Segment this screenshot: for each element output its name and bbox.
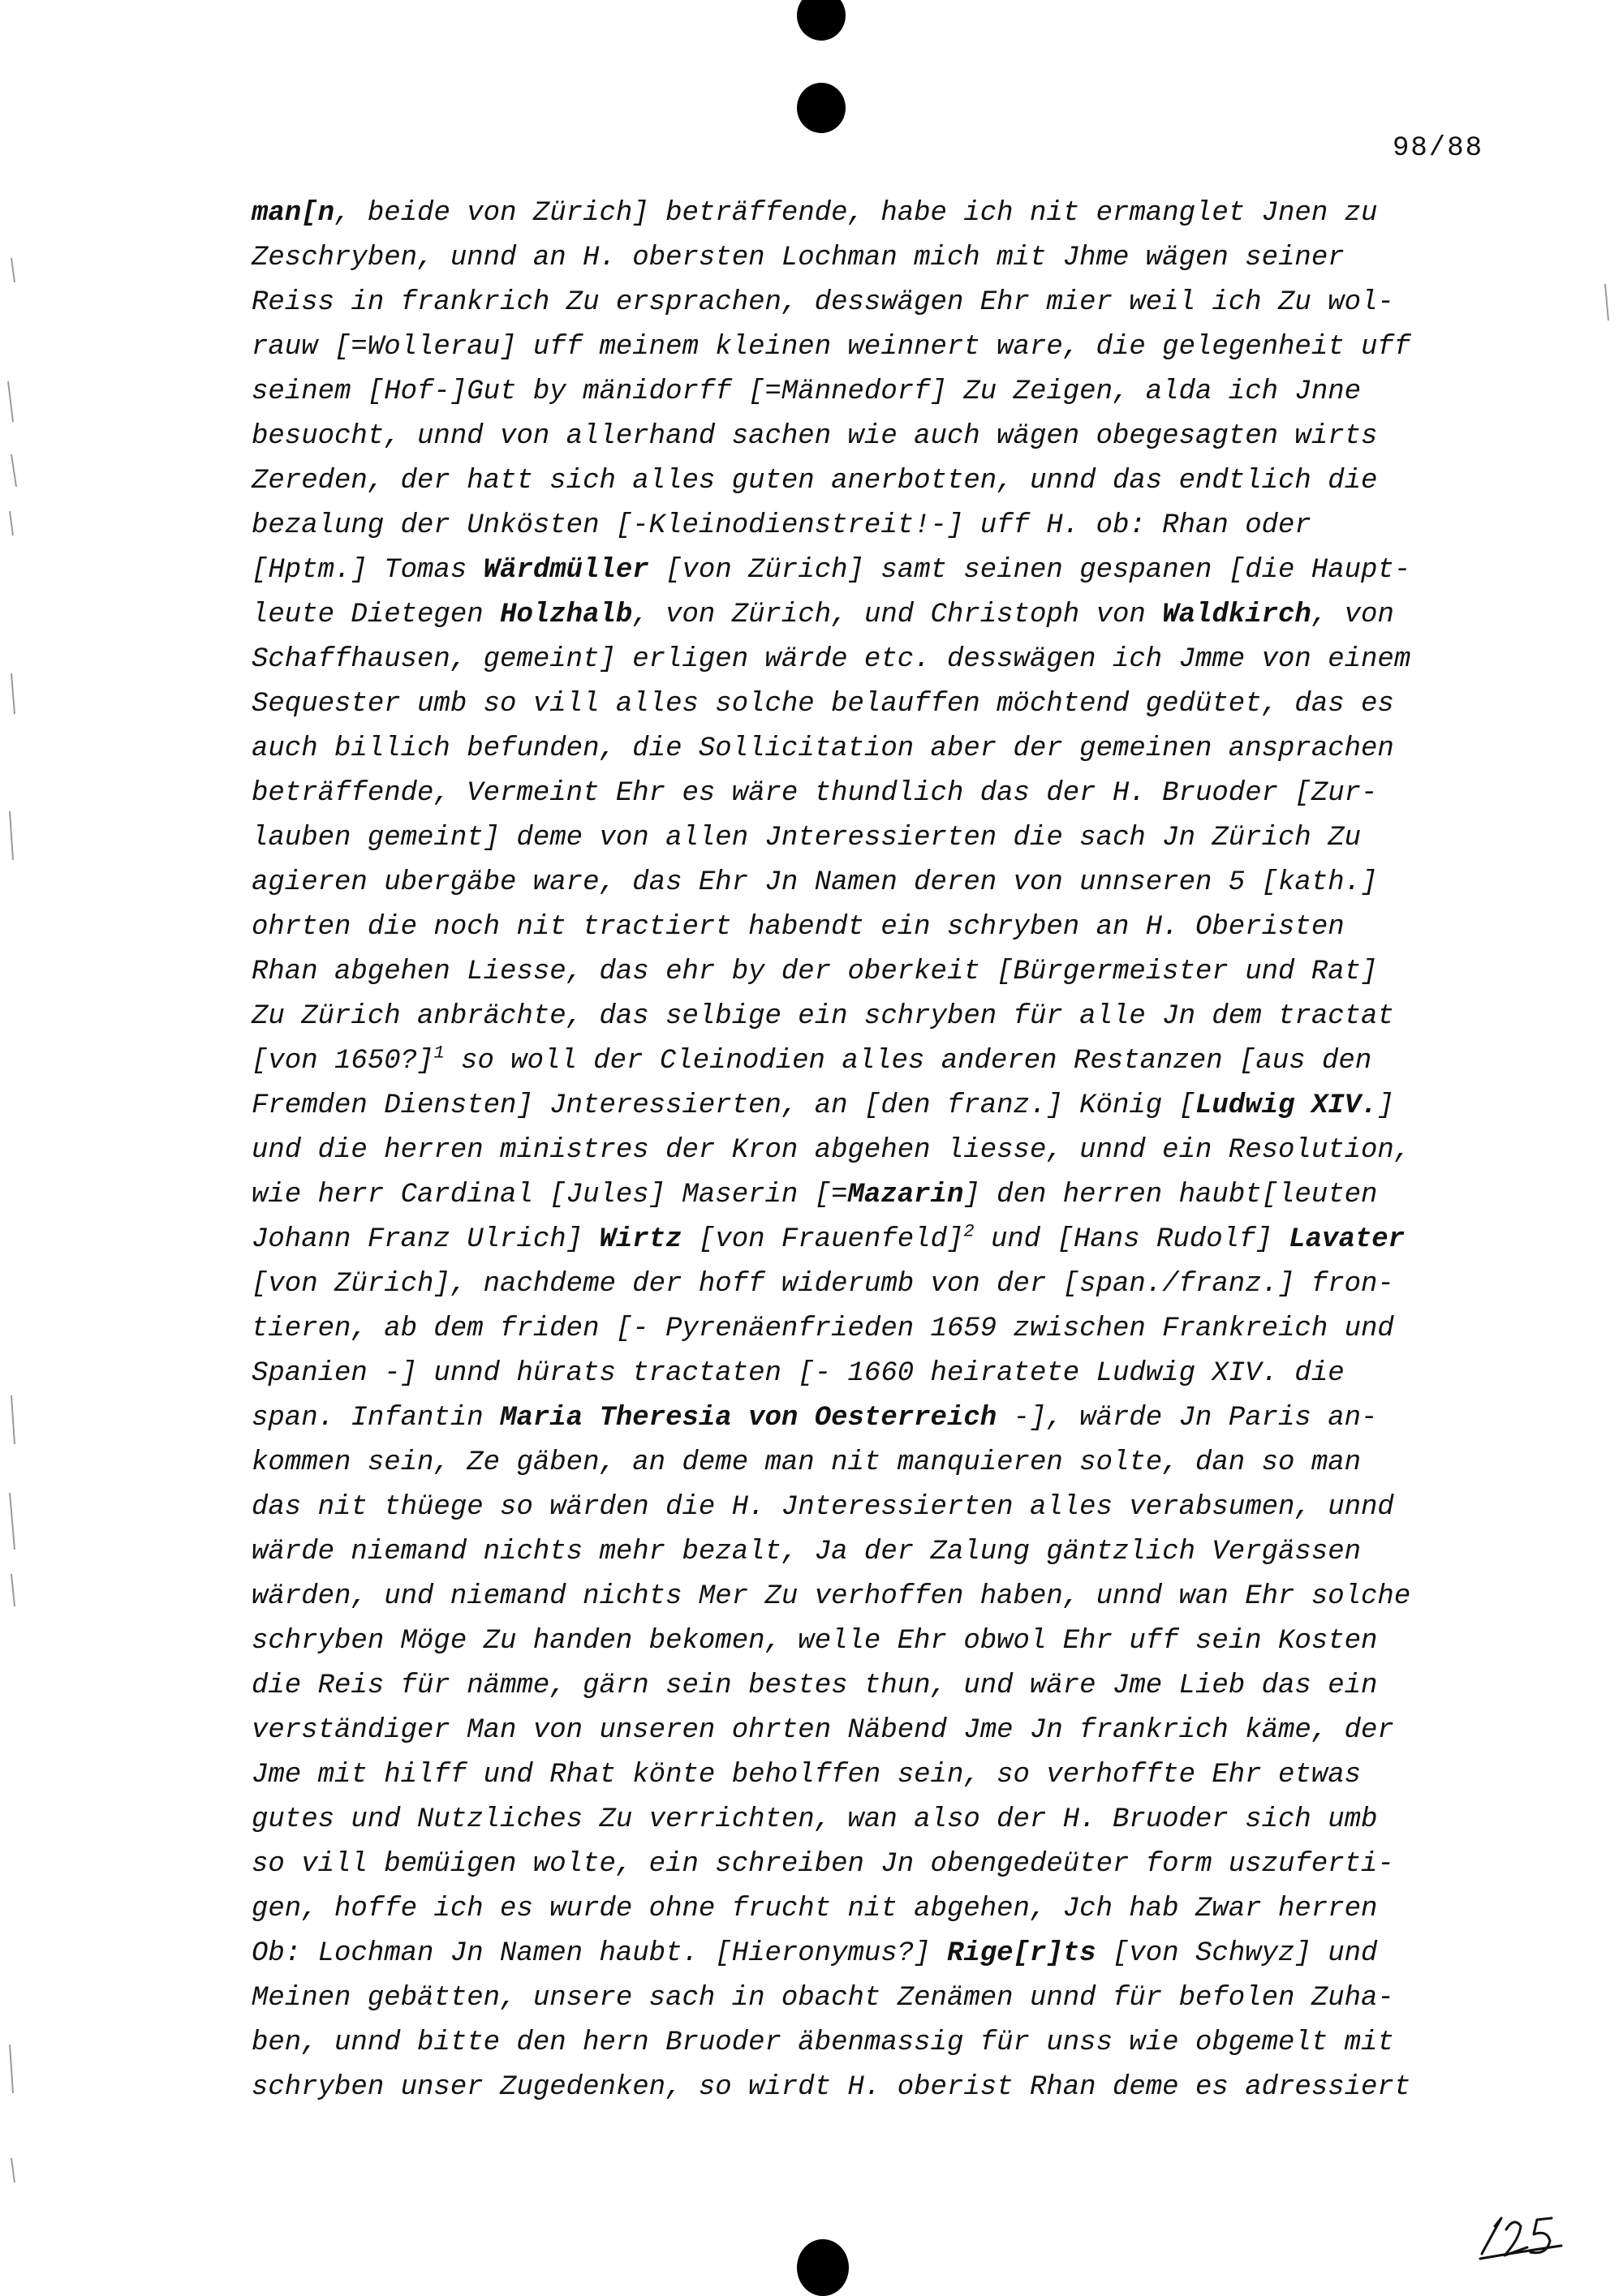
text-line <box>252 459 1518 504</box>
text-segment: Fremden Diensten] Jnteressierten, an [den franz.] König [ <box>252 1090 1195 1121</box>
scan-noise-left <box>0 0 32 2290</box>
punch-hole-bottom <box>797 2239 849 2296</box>
text-line <box>252 1173 1518 1218</box>
text-segment: schryben Möge Zu handen bekomen, welle Ehr obwol Ehr uff sein Kosten <box>252 1626 1378 1657</box>
text-line <box>252 2021 1518 2066</box>
text-segment: ohrten die noch nit tractiert habendt ein schryben an H. Oberisten <box>252 912 1345 943</box>
text-line <box>252 2066 1518 2110</box>
text-segment: ben, unnd bitte den hern Bruoder äbenmassig für unss wie obgemelt mit <box>252 2027 1394 2058</box>
text-segment: span. Infantin <box>252 1403 501 1434</box>
text-line <box>252 638 1518 682</box>
text-segment: , von Zürich, und Christoph von <box>632 600 1163 630</box>
folio-number: 98/88 <box>1393 133 1484 164</box>
text-line <box>252 281 1518 325</box>
text-line <box>252 1530 1518 1575</box>
text-segment: schryben unser Zugedenken, so wirdt H. oberist Rhan deme es adressiert <box>252 2072 1411 2103</box>
text-segment: ] den herren haubt[leuten <box>963 1180 1378 1210</box>
text-line <box>252 1084 1518 1129</box>
text-line <box>252 191 1518 236</box>
text-segment: gutes und Nutzliches Zu verrichten, wan also der H. Bruoder sich umb <box>252 1804 1378 1835</box>
text-segment: so woll der Cleinodien alles anderen Restanzen [aus den <box>444 1046 1372 1077</box>
highlighted-name: Rige[r]ts <box>946 1938 1096 1969</box>
text-segment: Zu Zürich anbrächte, das selbige ein schryben für alle Jn dem tractat <box>252 1001 1394 1032</box>
text-line <box>252 1887 1518 1932</box>
text-line <box>252 504 1518 548</box>
text-segment: bezalung der Unkösten [-Kleinodienstreit!-] uff H. ob: Rhan oder <box>252 510 1311 541</box>
text-segment: ] <box>1377 1090 1394 1121</box>
text-line <box>252 593 1518 638</box>
text-segment: seinem [Hof-]Gut by mänidorff [=Männedorf] Zu Zeigen, alda ich Jnne <box>252 376 1362 407</box>
scan-noise-right <box>1599 0 1623 2290</box>
text-segment: leute Dietegen <box>252 600 501 630</box>
text-segment: kommen sein, Ze gäben, an deme man nit manquieren solte, dan so man <box>252 1447 1362 1478</box>
text-segment: Jme mit hilff und Rhat könte beholffen sein, so verhoffte Ehr etwas <box>252 1760 1362 1791</box>
text-segment: so vill bemüigen wolte, ein schreiben Jn obengedeüter form uszuferti- <box>252 1849 1394 1880</box>
text-segment: die Reis für nämme, gärn sein bestes thun, und wäre Jme Lieb das ein <box>252 1670 1378 1701</box>
text-segment: Spanien -] unnd hürats tractaten [- 1660 heiratete Ludwig XIV. die <box>252 1358 1345 1389</box>
text-line <box>252 1842 1518 1887</box>
text-line <box>252 548 1518 593</box>
text-segment: Meinen gebätten, unsere sach in obacht Zenämen unnd für befolen Zuha- <box>252 1983 1394 2014</box>
text-line <box>252 682 1518 727</box>
text-segment: wie herr Cardinal [Jules] Maserin [= <box>252 1180 848 1210</box>
text-segment: Ob: Lochman Jn Namen haubt. [Hieronymus?] <box>252 1938 947 1969</box>
text-line <box>252 1262 1518 1307</box>
punch-hole-top-1 <box>797 0 846 41</box>
text-line <box>252 1976 1518 2021</box>
highlighted-name: Wärdmüller <box>483 555 649 586</box>
text-line <box>252 772 1518 816</box>
text-line <box>252 1441 1518 1486</box>
text-line <box>252 727 1518 772</box>
text-segment: rauw [=Wollerau] uff meinem kleinen weinnert ware, die gelegenheit uff <box>252 332 1411 363</box>
text-line <box>252 861 1518 905</box>
text-segment: agieren ubergäbe ware, das Ehr Jn Namen deren von unnseren 5 [kath.] <box>252 867 1378 898</box>
text-segment: Zereden, der hatt sich alles guten anerbotten, unnd das endtlich die <box>252 466 1378 497</box>
text-segment: , von <box>1311 600 1394 630</box>
text-segment: , beide von Zürich] beträffende, habe ich nit ermanglet Jnen zu <box>334 198 1378 229</box>
highlighted-name: Waldkirch <box>1162 600 1311 630</box>
highlighted-name: Lavater <box>1289 1224 1406 1255</box>
handwritten-archive-number <box>1477 2207 1566 2264</box>
text-line <box>252 1798 1518 1842</box>
text-line <box>252 995 1518 1039</box>
text-segment: [von Frauenfeld] <box>682 1224 964 1255</box>
highlighted-name: Ludwig XIV. <box>1195 1090 1378 1121</box>
text-segment: verständiger Man von unseren ohrten Näbend Jme Jn frankrich käme, der <box>252 1715 1394 1746</box>
text-segment: wärden, und niemand nichts Mer Zu verhoffen haben, unnd wan Ehr solche <box>252 1581 1411 1612</box>
text-segment: gen, hoffe ich es wurde ohne frucht nit abgehen, Jch hab Zwar herren <box>252 1894 1378 1924</box>
text-segment: [Hptm.] Tomas <box>252 555 484 586</box>
text-line <box>252 1932 1518 1976</box>
text-line <box>252 1709 1518 1753</box>
highlighted-name: Mazarin <box>847 1180 964 1210</box>
text-segment: beträffende, Vermeint Ehr es wäre thundlich das der H. Bruoder [Zur- <box>252 778 1378 809</box>
text-line <box>252 1307 1518 1352</box>
punch-hole-top-2 <box>797 83 846 133</box>
text-segment: [von Zürich], nachdeme der hoff widerumb von der [span./franz.] fron- <box>252 1269 1394 1300</box>
text-segment: und [Hans Rudolf] <box>974 1224 1289 1255</box>
text-segment: Reiss in frankrich Zu ersprachen, desswägen Ehr mier weil ich Zu wol- <box>252 287 1394 318</box>
text-line <box>252 950 1518 995</box>
text-segment: besuocht, unnd von allerhand sachen wie auch wägen obegesagten wirts <box>252 421 1378 452</box>
text-segment: Zeschryben, unnd an H. obersten Lochman mich mit Jhme wägen seiner <box>252 243 1345 273</box>
text-line <box>252 1129 1518 1173</box>
text-line <box>252 1664 1518 1709</box>
text-line <box>252 1396 1518 1441</box>
footnote-marker: 2 <box>963 1221 975 1242</box>
text-segment: Schaffhausen, gemeint] erligen wärde etc. desswägen ich Jmme von einem <box>252 644 1411 675</box>
text-line <box>252 236 1518 281</box>
text-segment: [von 1650?] <box>252 1046 434 1077</box>
text-segment: das nit thüege so wärden die H. Jnteressierten alles verabsumen, unnd <box>252 1492 1394 1523</box>
text-segment: Johann Franz Ulrich] <box>252 1224 600 1255</box>
text-segment: auch billich befunden, die Sollicitation aber der gemeinen ansprachen <box>252 733 1394 764</box>
footnote-marker: 1 <box>433 1043 445 1064</box>
text-line <box>252 1352 1518 1396</box>
text-line <box>252 370 1518 415</box>
text-line <box>252 905 1518 950</box>
highlighted-name: man[n <box>252 198 335 229</box>
text-segment: [von Zürich] samt seinen gespanen [die Haupt- <box>648 555 1411 586</box>
text-line <box>252 1619 1518 1664</box>
text-segment: Sequester umb so vill alles solche belauffen möchtend gedütet, das es <box>252 689 1394 720</box>
highlighted-name: Holzhalb <box>500 600 633 630</box>
text-line <box>252 415 1518 459</box>
text-segment: Rhan abgehen Liesse, das ehr by der oberkeit [Bürgermeister und Rat] <box>252 957 1378 987</box>
text-segment: [von Schwyz] und <box>1096 1938 1378 1969</box>
transcription-text <box>252 191 1518 2110</box>
text-line <box>252 816 1518 861</box>
text-segment: und die herren ministres der Kron abgehen liesse, unnd ein Resolution, <box>252 1135 1411 1166</box>
highlighted-name: Wirtz <box>599 1224 682 1255</box>
text-line <box>252 1575 1518 1619</box>
highlighted-name: Maria Theresia von Oesterreich <box>500 1403 997 1434</box>
text-segment: tieren, ab dem friden [- Pyrenäenfrieden 1659 zwischen Frankreich und <box>252 1314 1394 1344</box>
text-segment: lauben gemeint] deme von allen Jnteressierten die sach Jn Zürich Zu <box>252 823 1362 853</box>
text-line <box>252 325 1518 370</box>
text-line <box>252 1486 1518 1530</box>
text-line <box>252 1753 1518 1798</box>
text-segment: -], wärde Jn Paris an- <box>997 1403 1378 1434</box>
text-segment: wärde niemand nichts mehr bezalt, Ja der Zalung gäntzlich Vergässen <box>252 1537 1362 1567</box>
text-line <box>252 1218 1518 1262</box>
text-line <box>252 1039 1518 1084</box>
